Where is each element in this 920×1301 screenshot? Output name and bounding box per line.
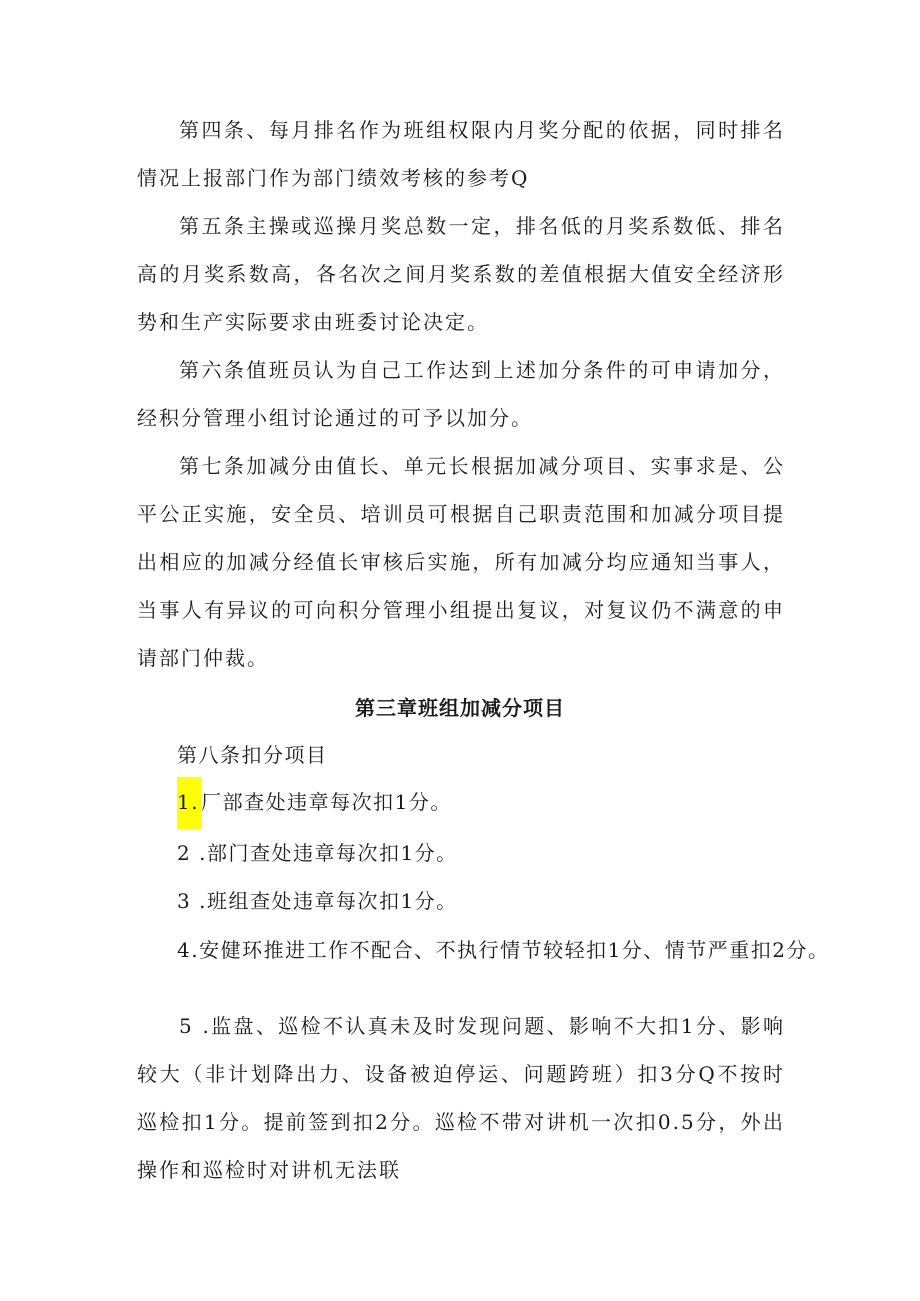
paragraph-article-5: 第五条主操或巡操月奖总数一定，排名低的月奖系数低、排名高的月奖系数高，各名次之间月奖系数的差值根据大值安全经济形势和生产实际要求由班委讨论决定。 (137, 214, 785, 334)
list-item-1-text: 厂部查处违章每次扣1分。 (201, 790, 452, 814)
chapter-heading: 第三章班组加减分项目 (355, 696, 565, 720)
paragraph-article-4: 第四条、每月排名作为班组权限内月奖分配的依据，同时排名情况上报部门作为部门绩效考核的参考Q (137, 118, 785, 190)
list-item-3: 3 .班组查处违章每次扣1分。 (177, 889, 458, 913)
list-item-5: 5 .监盘、巡检不认真未及时发现问题、影响不大扣1分、影响较大（非计划降出力、设备被迫停运、问题跨班）扣3分Q不按时巡检扣1分。提前签到扣2分。巡检不带对讲机一次扣0.5分，外出操作和巡检时对讲机无法联 (137, 1014, 785, 1182)
paragraph-article-6: 第六条值班员认为自己工作达到上述加分条件的可申请加分，经积分管理小组讨论通过的可予以加分。 (137, 358, 785, 430)
list-item-1 (177, 787, 452, 829)
highlighted-item-number: 1. (177, 777, 201, 829)
paragraph-article-7: 第七条加减分由值长、单元长根据加减分项目、实事求是、公平公正实施，安全员、培训员可根据自己职责范围和加减分项目提出相应的加减分经值长审核后实施，所有加减分均应通知当事人，当事人有异议的可向积分管理小组提出复议，对复议仍不满意的申请部门仲裁。 (137, 454, 785, 670)
list-item-4: 4.安健环推进工作不配合、不执行情节较轻扣1分、情节严重扣2分。 (177, 938, 830, 962)
article-8-title: 第八条扣分项目 (177, 743, 328, 767)
list-item-2: 2 .部门查处违章每次扣1分。 (177, 841, 458, 865)
